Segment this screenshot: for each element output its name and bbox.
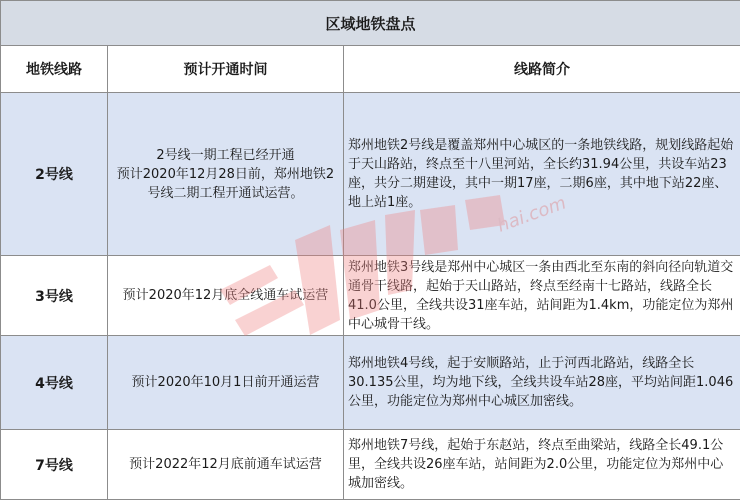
watermark-text: hai.com bbox=[495, 192, 569, 236]
line-description: 郑州地铁2号线是覆盖郑州中心城区的一条地铁线路，规划线路起始于天山路站，终点至十八里河站，全长约31.94公里，共设车站23座，共分二期建设，其中一期17座，二期6座，其中地下站22座、地上站1座。 bbox=[344, 93, 740, 256]
header-desc: 线路简介 bbox=[344, 46, 740, 93]
table-title: 区域地铁盘点 bbox=[1, 1, 740, 46]
opening-time: 2号线一期工程已经开通 预计2020年12月28日前，郑州地铁2号线二期工程开通试运营。 bbox=[108, 93, 344, 256]
opening-time: 预计2020年10月1日前开通运营 bbox=[108, 336, 344, 430]
opening-time: 预计2020年12月底全线通车试运营 bbox=[108, 256, 344, 336]
line-name: 7号线 bbox=[1, 430, 108, 500]
table-row bbox=[1, 93, 740, 256]
line-description: 郑州地铁3号线是郑州中心城区一条由西北至东南的斜向径向轨道交通骨干线路，起始于天山路站，终点至经南十七路站，线路全长41.0公里，全线共设31座车站，站间距为1.4km，功能定位为郑州中心城骨干线。 bbox=[344, 256, 740, 336]
line-description: 郑州地铁7号线，起始于东赵站，终点至曲梁站，线路全长49.1公里，全线共设26座车站，站间距为2.0公里，功能定位为郑州中心城加密线。 bbox=[344, 430, 740, 500]
line-name: 4号线 bbox=[1, 336, 108, 430]
table-row bbox=[1, 256, 740, 336]
line-description: 郑州地铁4号线，起于安顺路站，止于河西北路站，线路全长30.135公里，均为地下线，全线共设车站28座，平均站间距1.046公里，功能定位为郑州中心城区加密线。 bbox=[344, 336, 740, 430]
table-row bbox=[1, 430, 740, 500]
table-row bbox=[1, 336, 740, 430]
header-time: 预计开通时间 bbox=[108, 46, 344, 93]
line-name: 3号线 bbox=[1, 256, 108, 336]
header-line: 地铁线路 bbox=[1, 46, 108, 93]
line-name: 2号线 bbox=[1, 93, 108, 256]
opening-time: 预计2022年12月底前通车试运营 bbox=[108, 430, 344, 500]
